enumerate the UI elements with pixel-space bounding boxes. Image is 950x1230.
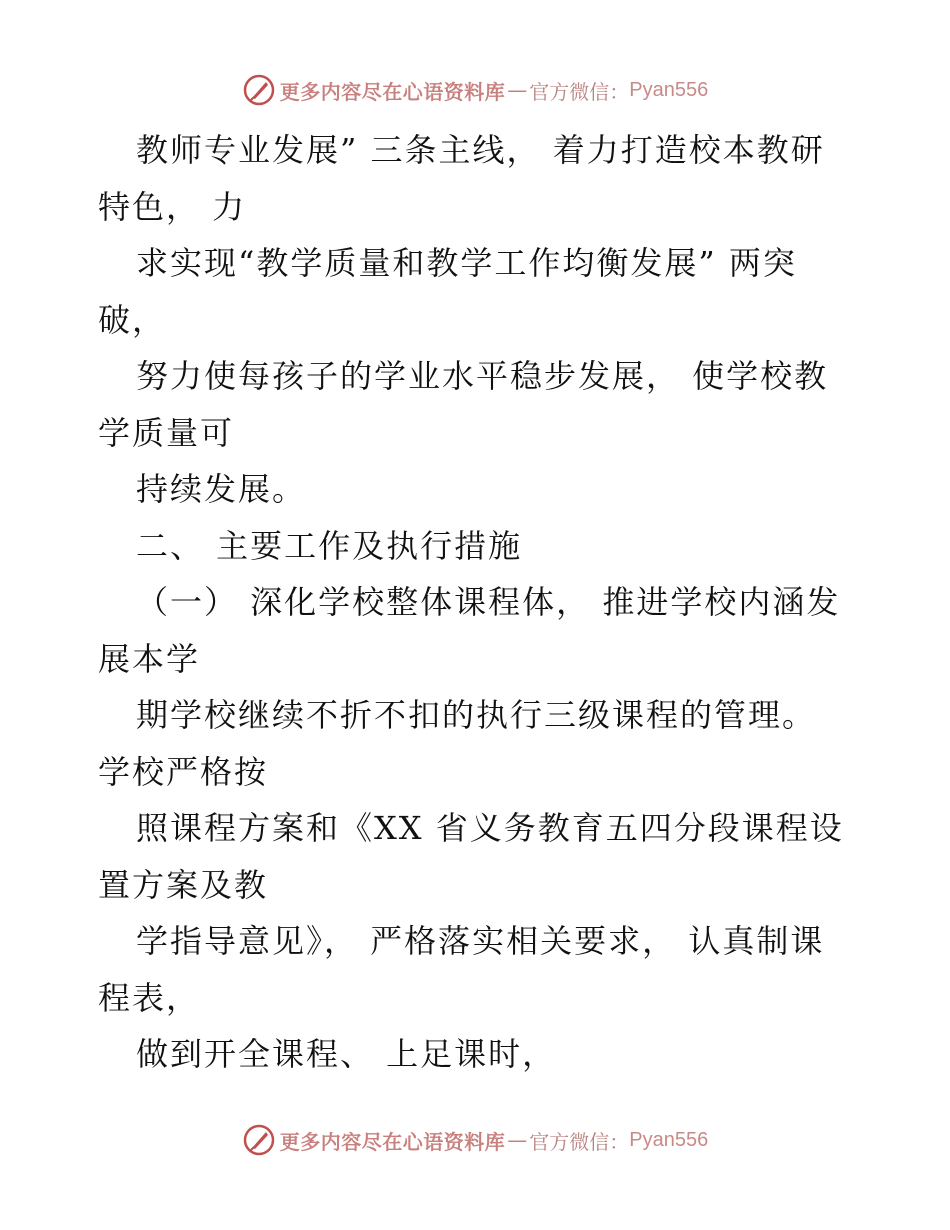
footer-watermark — [0, 1120, 950, 1160]
text-line: 置方案及教 — [98, 865, 269, 904]
watermark-official-label: 官方微信： — [529, 79, 630, 104]
text-line: 做到开全课程、 上足课时， — [136, 1035, 557, 1073]
text-line: 教师专业发展” 三条主线， 着力打造校本教研 — [136, 131, 825, 169]
document-body — [98, 122, 858, 1083]
text-line: 特色， 力 — [98, 187, 247, 226]
text-line: 展本学 — [98, 639, 201, 678]
text-line: 持续发展。 — [136, 470, 307, 508]
text-line: 求实现“教学质量和教学工作均衡发展” 两突 — [136, 244, 797, 282]
watermark-brand: 更多内容尽在心语资料库 — [279, 1129, 506, 1154]
text-line: 程表， — [98, 978, 201, 1017]
text-line: 学校严格按 — [98, 752, 269, 791]
watermark-separator: — — [507, 1128, 528, 1152]
subsection-heading: （一） 深化学校整体课程体， 推进学校内涵发 — [136, 583, 841, 621]
feather-pen-circle-icon — [242, 1123, 276, 1157]
watermark-official-label: 官方微信： — [529, 1129, 630, 1154]
watermark-wechat-id: Pyan556 — [629, 1128, 709, 1151]
text-line: 照课程方案和《XX 省义务教育五四分段课程设 — [136, 809, 844, 847]
header-watermark — [0, 70, 950, 110]
text-line: 破， — [98, 300, 167, 339]
watermark-separator: — — [507, 78, 528, 102]
section-heading: 二、 主要工作及执行措施 — [136, 526, 523, 565]
text-line: 期学校继续不折不扣的执行三级课程的管理。 — [136, 696, 817, 734]
feather-pen-circle-icon — [242, 73, 276, 107]
watermark-brand: 更多内容尽在心语资料库 — [279, 79, 506, 104]
text-line: 学质量可 — [98, 413, 235, 452]
watermark-wechat-id: Pyan556 — [629, 78, 709, 101]
text-line: 努力使每孩子的学业水平稳步发展， 使学校教 — [136, 357, 829, 395]
text-line: 学指导意见》， 严格落实相关要求， 认真制课 — [136, 922, 825, 960]
